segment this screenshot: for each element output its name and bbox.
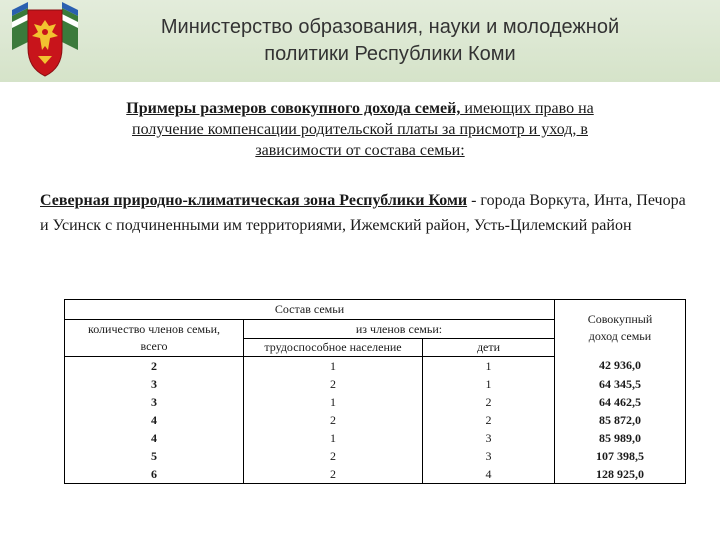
cell-members-total: 4 [65, 411, 244, 429]
header-family-composition: Состав семьи [65, 300, 555, 320]
header-able-bodied: трудоспособное население [244, 339, 423, 357]
slide-subtitle [40, 98, 680, 161]
cell-family-income: 85 872,0 [555, 411, 686, 429]
table-row [65, 411, 686, 429]
cell-able-bodied: 1 [244, 429, 423, 447]
table-body [65, 357, 686, 484]
cell-able-bodied: 2 [244, 465, 423, 484]
cell-able-bodied: 2 [244, 447, 423, 465]
subtitle-bold-part: Примеры размеров совокупного дохода семей, [126, 100, 461, 117]
cell-members-total: 4 [65, 429, 244, 447]
header-income-line2: доход семьи [588, 329, 652, 344]
table-row [65, 429, 686, 447]
cell-members-total: 5 [65, 447, 244, 465]
header-children: дети [423, 339, 555, 357]
cell-members-total: 3 [65, 375, 244, 393]
ministry-title-line1: Министерство образования, науки и молодежной [160, 16, 620, 38]
coat-of-arms-komi-emblem [8, 2, 82, 80]
cell-children: 1 [485, 358, 492, 373]
header-members-line2: всего [140, 339, 168, 353]
cell-children: 1 [485, 376, 492, 391]
cell-family-income: 107 398,5 [555, 447, 686, 465]
cell-children: 4 [485, 466, 492, 481]
cell-children: 3 [485, 448, 492, 463]
cell-members-total: 6 [65, 465, 244, 484]
cell-family-income: 128 925,0 [555, 465, 686, 484]
subtitle-line2: получение компенсации родительской платы за присмотр и уход, в [132, 121, 588, 138]
table-row [65, 447, 686, 465]
header-income-line1: Совокупный [587, 312, 653, 327]
zone-text: - города Воркута, Инта, Печора и Усинск с подчиненными им территориями, Ижемский район, Усть-Цилемский район [40, 192, 686, 234]
cell-able-bodied: 1 [244, 393, 423, 411]
cell-family-income: 64 462,5 [555, 393, 686, 411]
cell-family-income: 85 989,0 [555, 429, 686, 447]
family-income-table [64, 299, 686, 484]
zone-description [40, 188, 690, 238]
table-row [65, 375, 686, 393]
cell-able-bodied: 1 [244, 357, 423, 376]
table-row [65, 465, 686, 484]
cell-members-total: 2 [65, 357, 244, 376]
ministry-title-line2: политики Республики Коми [264, 43, 516, 65]
header-members-line1: количество членов семьи, [87, 322, 220, 336]
table-row [65, 393, 686, 411]
header-banner [0, 0, 720, 82]
header-members-total [65, 320, 244, 357]
cell-able-bodied: 2 [244, 375, 423, 393]
cell-members-total: 3 [65, 393, 244, 411]
header-of-which: из членов семьи: [244, 320, 555, 339]
cell-able-bodied: 2 [244, 411, 423, 429]
cell-family-income: 64 345,5 [555, 375, 686, 393]
table-row [65, 357, 686, 376]
ministry-title [90, 14, 690, 68]
subtitle-line3: зависимости от состава семьи: [255, 142, 465, 159]
zone-label: Северная природно-климатическая зона Республики Коми [40, 192, 468, 209]
cell-children: 2 [485, 394, 492, 409]
header-family-income [555, 300, 686, 357]
cell-children: 2 [485, 412, 492, 427]
subtitle-rest-line1: имеющих право на [460, 100, 594, 117]
cell-children: 3 [485, 430, 492, 445]
cell-family-income: 42 936,0 [555, 357, 686, 376]
